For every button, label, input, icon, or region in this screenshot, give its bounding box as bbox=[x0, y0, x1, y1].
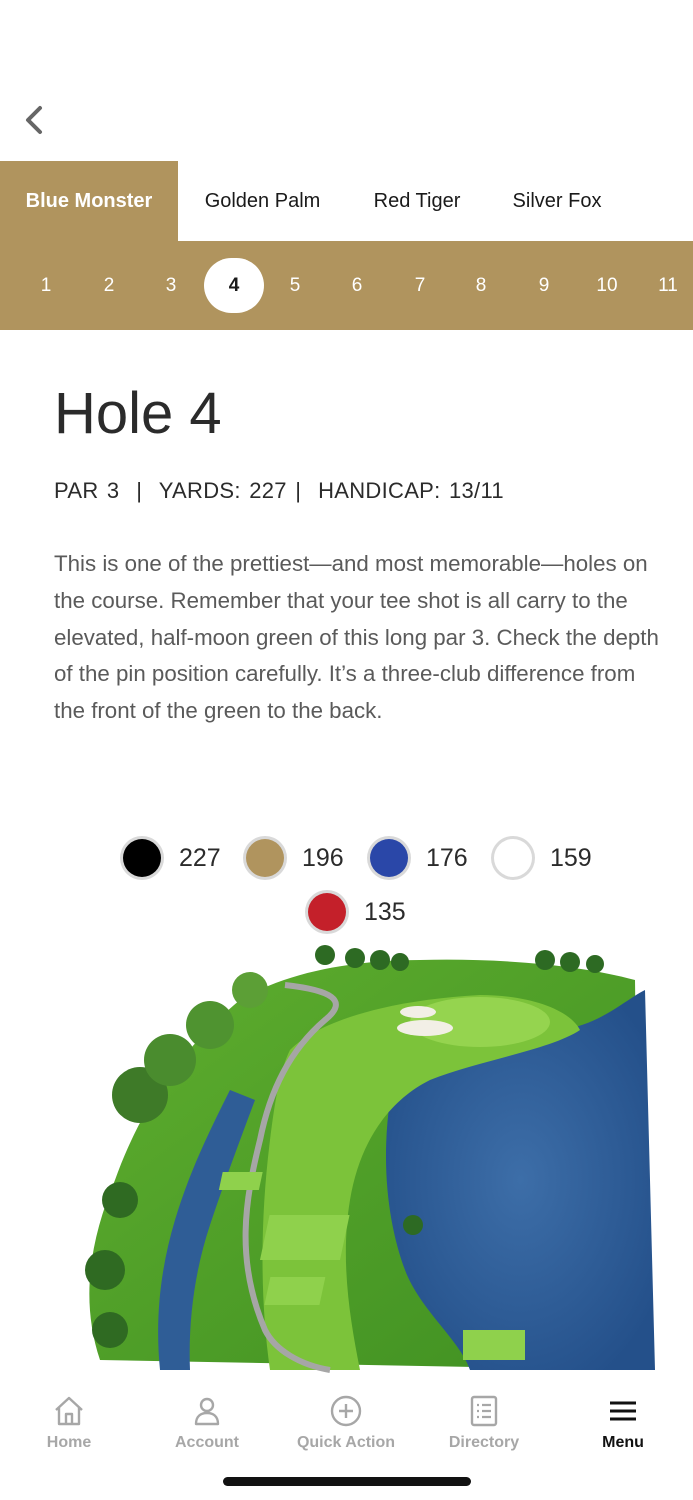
tab-menu[interactable] bbox=[554, 1394, 692, 1452]
tee-red bbox=[308, 893, 406, 931]
hole-selector bbox=[0, 241, 693, 330]
tab-red-tiger[interactable]: Red Tiger bbox=[373, 189, 461, 212]
tab-quick-action[interactable] bbox=[277, 1394, 415, 1452]
tee-yards: 196 bbox=[302, 843, 344, 872]
tab-label: Directory bbox=[448, 1434, 520, 1451]
tee-white bbox=[494, 839, 592, 877]
tee-dot bbox=[494, 839, 532, 877]
hole-stats: PAR 3 | YARDS: 227 | HANDICAP: 13/11 bbox=[54, 478, 504, 503]
tee-dot bbox=[246, 839, 284, 877]
course-tabs bbox=[0, 161, 693, 241]
hole-10-button[interactable]: 10 bbox=[596, 275, 618, 296]
hole-7-button[interactable]: 7 bbox=[414, 275, 426, 296]
list-icon bbox=[467, 1394, 501, 1428]
hole-3-button[interactable]: 3 bbox=[165, 275, 177, 296]
menu-icon bbox=[606, 1394, 640, 1428]
account-icon bbox=[190, 1394, 224, 1428]
hole-4-button[interactable]: 4 bbox=[204, 258, 264, 313]
tab-home[interactable] bbox=[0, 1394, 138, 1452]
tee-yards: 159 bbox=[550, 843, 592, 872]
tee-yards: 227 bbox=[179, 843, 221, 872]
hole-11-button[interactable]: 11 bbox=[658, 275, 678, 296]
chevron-left-icon bbox=[23, 104, 45, 136]
tab-directory[interactable] bbox=[415, 1394, 553, 1452]
hole-5-button[interactable]: 5 bbox=[289, 275, 301, 296]
tab-label: Quick Action bbox=[296, 1434, 396, 1451]
back-button[interactable] bbox=[14, 100, 54, 140]
hole-description: This is one of the prettiest—and most memorable—holes on the course. Remember that your tee shot is all carry to the elevated, half-moon green of this long par 3. Check the depth of the pin position carefully. It’s a three-club difference from the front of the green to the back. bbox=[54, 551, 659, 724]
hole-map-image bbox=[60, 940, 660, 1375]
tab-label: Home bbox=[46, 1434, 92, 1451]
tee-dot bbox=[123, 839, 161, 877]
plus-circle-icon bbox=[329, 1394, 363, 1428]
home-icon bbox=[52, 1394, 86, 1428]
tab-blue-monster[interactable]: Blue Monster bbox=[0, 161, 178, 241]
tee-blue bbox=[370, 839, 468, 877]
tab-silver-fox[interactable]: Silver Fox bbox=[512, 189, 602, 212]
tee-gold bbox=[246, 839, 344, 877]
tee-dot bbox=[370, 839, 408, 877]
hole-title: Hole 4 bbox=[54, 381, 222, 446]
tab-account[interactable] bbox=[138, 1394, 276, 1452]
tab-label: Menu bbox=[602, 1434, 644, 1451]
tab-golden-palm[interactable]: Golden Palm bbox=[204, 189, 321, 212]
hole-1-button[interactable]: 1 bbox=[40, 275, 52, 296]
tee-yards: 176 bbox=[426, 843, 468, 872]
hole-6-button[interactable]: 6 bbox=[351, 275, 363, 296]
tee-yards: 135 bbox=[364, 897, 406, 926]
hole-2-button[interactable]: 2 bbox=[103, 275, 115, 296]
home-indicator bbox=[223, 1477, 471, 1486]
hole-8-button[interactable]: 8 bbox=[475, 275, 487, 296]
tab-label: Account bbox=[175, 1434, 239, 1451]
tee-dot bbox=[308, 893, 346, 931]
hole-9-button[interactable]: 9 bbox=[538, 275, 550, 296]
tee-black bbox=[123, 839, 221, 877]
